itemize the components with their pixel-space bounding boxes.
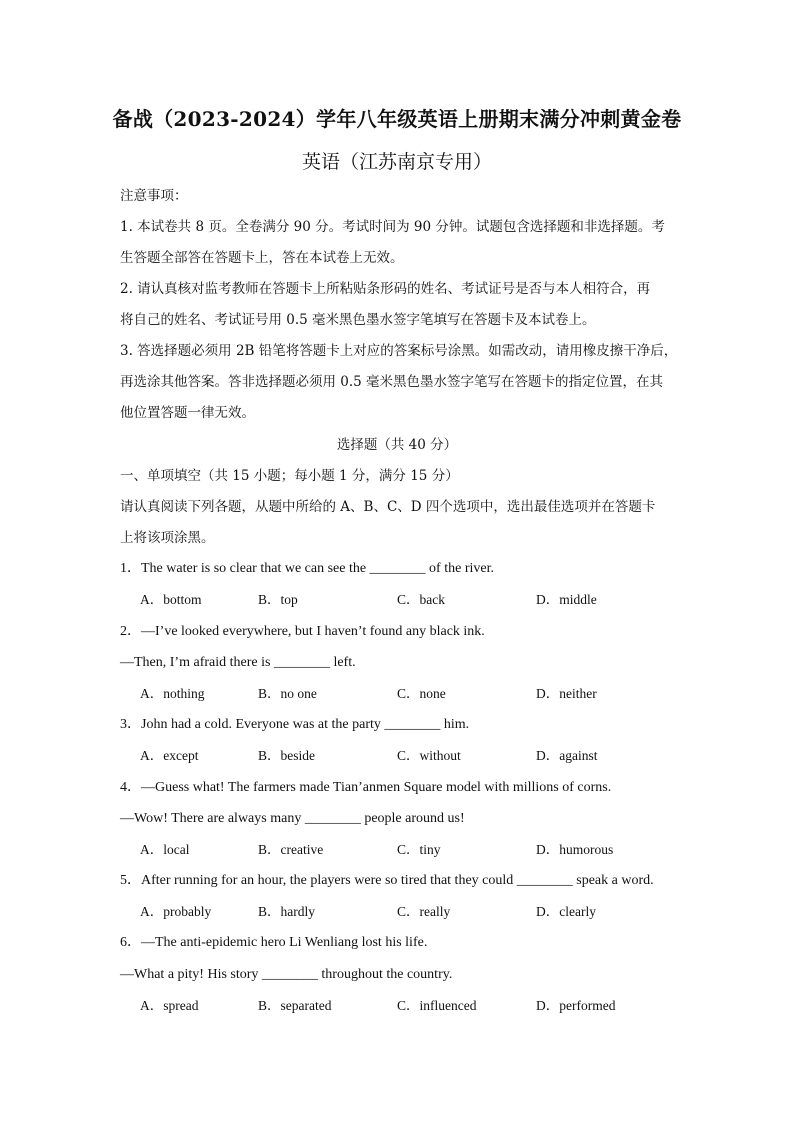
note-line: 他位置答题一律无效。	[120, 405, 255, 421]
note-line: 将自己的姓名、考试证号用 0.5 毫米黑色墨水签字笔填写在答题卡及本试卷上。	[120, 312, 596, 328]
question-stem-line: —What a pity! His story ________ throughout the country.	[120, 967, 453, 982]
option-d: D．humorous	[536, 842, 614, 857]
option-a: A．probably	[140, 904, 212, 919]
option-c: C．influenced	[397, 998, 477, 1013]
option-d: D．against	[536, 748, 598, 763]
note-line: 再选涂其他答案。答非选择题必须用 0.5 毫米黑色墨水签字笔写在答题卡的指定位置，在其	[120, 374, 664, 390]
option-b: B．creative	[258, 842, 324, 857]
option-b: B．no one	[258, 686, 317, 701]
exam-subtitle: 英语（江苏南京专用）	[301, 151, 492, 173]
note-line: 3. 答选择题必须用 2B 铅笔将答题卡上对应的答案标号涂黑。如需改动，请用橡皮擦干净后，	[120, 343, 678, 359]
question-stem-line: —Then, I’m afraid there is ________ left.	[120, 655, 356, 670]
option-c: C．really	[397, 904, 451, 919]
option-b: B．hardly	[258, 904, 315, 919]
option-a: A．spread	[140, 998, 199, 1013]
part-title: 一、单项填空（共 15 小题；每小题 1 分，满分 15 分）	[120, 468, 459, 484]
note-line: 生答题全部答在答题卡上，答在本试卷上无效。	[120, 250, 404, 266]
exam-title: 备战（2023-2024）学年八年级英语上册期末满分冲刺黄金卷	[112, 107, 682, 131]
instruction-line: 请认真阅读下列各题，从题中所给的 A、B、C、D 四个选项中，选出最佳选项并在答题卡	[120, 499, 656, 515]
option-d: D．neither	[536, 686, 597, 701]
option-b: B．beside	[258, 748, 315, 763]
option-b: B．separated	[258, 998, 332, 1013]
note-line: 2. 请认真核对监考教师在答题卡上所粘贴条形码的姓名、考试证号是否与本人相符合，再	[120, 281, 651, 297]
question-stem: 2．—I’ve looked everywhere, but I haven’t found any black ink.	[120, 624, 485, 639]
question-stem: 5．After running for an hour, the players were so tired that they could ________ speak a word.	[120, 873, 654, 888]
option-c: C．none	[397, 686, 446, 701]
question-options	[140, 996, 660, 1016]
question-options	[140, 902, 660, 922]
section-title: 选择题（共 40 分）	[336, 437, 458, 453]
option-a: A．bottom	[140, 592, 202, 607]
option-b: B．top	[258, 592, 298, 607]
note-line: 1. 本试卷共 8 页。全卷满分 90 分。考试时间为 90 分钟。试题包含选择题和非选择题。考	[120, 219, 665, 235]
option-a: A．nothing	[140, 686, 205, 701]
question-stem-line: —Wow! There are always many ________ people around us!	[120, 811, 465, 826]
instruction-line: 上将该项涂黑。	[120, 530, 215, 546]
option-d: D．performed	[536, 998, 616, 1013]
question-options	[140, 590, 660, 610]
option-d: D．clearly	[536, 904, 596, 919]
question-stem: 4．—Guess what! The farmers made Tian’anmen Square model with millions of corns.	[120, 780, 612, 795]
question-options	[140, 684, 660, 704]
option-c: C．tiny	[397, 842, 441, 857]
option-d: D．middle	[536, 592, 597, 607]
option-a: A．local	[140, 842, 190, 857]
notes-heading: 注意事项：	[120, 188, 188, 204]
question-options	[140, 840, 660, 860]
option-c: C．without	[397, 748, 461, 763]
question-stem: 6．—The anti-epidemic hero Li Wenliang lost his life.	[120, 935, 428, 950]
question-stem: 1．The water is so clear that we can see the ________ of the river.	[120, 561, 494, 576]
option-c: C．back	[397, 592, 445, 607]
option-a: A．except	[140, 748, 199, 763]
question-stem: 3．John had a cold. Everyone was at the party ________ him.	[120, 717, 470, 732]
question-options	[140, 746, 660, 766]
